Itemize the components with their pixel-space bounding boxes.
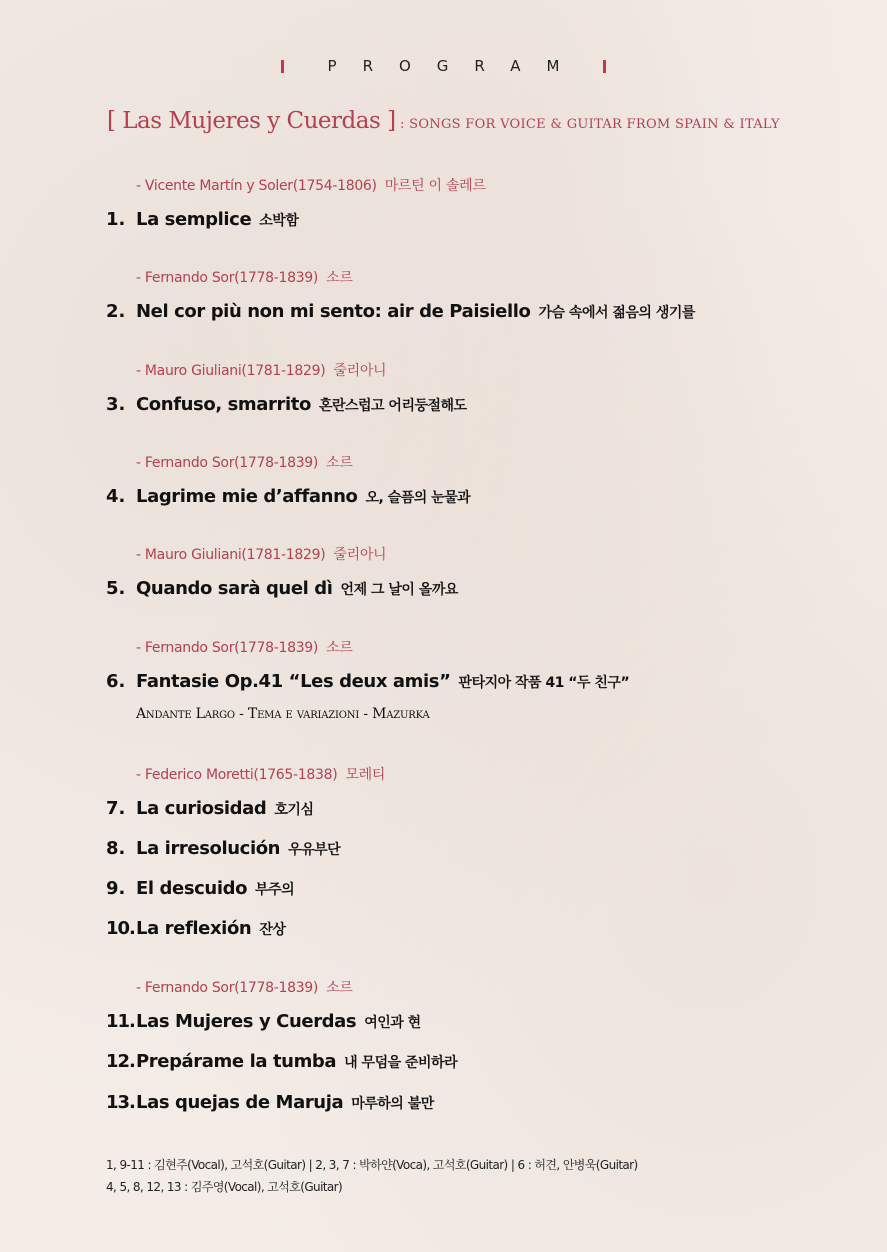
composer-korean: 모레티 xyxy=(345,767,386,783)
item-number: 10. xyxy=(106,918,135,939)
item-title: Las quejas de Maruja xyxy=(136,1092,344,1113)
concert-title: [ Las Mujeres y Cuerdas ] xyxy=(107,108,396,134)
item-number: 2. xyxy=(106,301,126,322)
item-korean-title: 우유부단 xyxy=(288,842,341,858)
item-number: 4. xyxy=(106,486,126,507)
item-title: Las Mujeres y Cuerdas xyxy=(136,1011,357,1032)
movements-list: Andante Largo - Tema e variazioni - Mazurka xyxy=(136,706,430,722)
composer-korean: 줄리아니 xyxy=(333,547,387,563)
item-title: Nel cor più non mi sento: air de Paisiello xyxy=(136,301,531,322)
composer-korean: 줄리아니 xyxy=(333,363,387,379)
item-title: Confuso, smarrito xyxy=(136,394,311,415)
program-header xyxy=(0,57,887,75)
composer-line xyxy=(136,360,386,380)
program-item xyxy=(106,878,294,899)
item-title: Fantasie Op.41 “Les deux amis” xyxy=(136,671,451,692)
concert-description: : SONGS FOR VOICE & GUITAR FROM SPAIN & ITALY xyxy=(395,117,780,132)
composer-name: - Fernando Sor(1778-1839) xyxy=(136,980,319,996)
item-number: 1. xyxy=(106,209,126,230)
performer-credits-line-2: 4, 5, 8, 12, 13 : 김주영(Vocal), 고석호(Guitar) xyxy=(106,1180,343,1194)
composer-korean: 소르 xyxy=(326,640,353,656)
item-title: Lagrime mie d’affanno xyxy=(136,486,358,507)
composer-line xyxy=(136,544,386,564)
composer-line xyxy=(136,764,385,784)
program-item xyxy=(106,394,467,415)
composer-name: - Fernando Sor(1778-1839) xyxy=(136,455,319,471)
program-item xyxy=(106,578,458,599)
item-number: 11. xyxy=(106,1011,135,1032)
program-item xyxy=(106,1011,421,1032)
item-korean-title: 마루하의 불만 xyxy=(351,1096,434,1112)
composer-name: - Fernando Sor(1778-1839) xyxy=(136,270,319,286)
item-korean-title: 내 무덤을 준비하라 xyxy=(344,1055,458,1071)
item-korean-title: 오, 슬픔의 눈물과 xyxy=(365,490,471,506)
program-item xyxy=(106,798,313,819)
item-number: 13. xyxy=(106,1092,135,1113)
item-korean-title: 호기심 xyxy=(274,802,314,818)
program-item xyxy=(106,1092,434,1113)
composer-line xyxy=(136,267,353,287)
item-number: 5. xyxy=(106,578,126,599)
item-number: 6. xyxy=(106,671,126,692)
performer-credits-line-1: 1, 9-11 : 김현주(Vocal), 고석호(Guitar) | 2, 3, 7 : 박하얀(Voca), 고석호(Guitar) | 6 : 허견, 안병욱(Guitar) xyxy=(106,1158,638,1172)
item-korean-title: 여인과 현 xyxy=(364,1015,421,1031)
item-korean-title: 부주의 xyxy=(255,882,295,898)
item-number: 9. xyxy=(106,878,126,899)
item-korean-title: 가슴 속에서 젊음의 생기를 xyxy=(538,305,695,321)
composer-korean: 소르 xyxy=(326,980,353,996)
composer-name: - Mauro Giuliani(1781-1829) xyxy=(136,547,326,563)
program-item xyxy=(106,671,629,692)
composer-korean: 마르틴 이 솔레르 xyxy=(384,178,486,194)
program-heading: PROGRAM xyxy=(327,57,586,75)
item-title: La irresolución xyxy=(136,838,281,859)
item-number: 3. xyxy=(106,394,126,415)
composer-korean: 소르 xyxy=(326,270,353,286)
composer-korean: 소르 xyxy=(326,455,353,471)
item-title: Quando sarà quel dì xyxy=(136,578,333,599)
composer-name: - Mauro Giuliani(1781-1829) xyxy=(136,363,326,379)
program-item xyxy=(106,918,285,939)
composer-name: - Vicente Martín y Soler(1754-1806) xyxy=(136,178,377,194)
composer-line xyxy=(136,637,353,657)
composer-name: - Fernando Sor(1778-1839) xyxy=(136,640,319,656)
item-title: La semplice xyxy=(136,209,252,230)
composer-line xyxy=(136,175,486,195)
composer-name: - Federico Moretti(1765-1838) xyxy=(136,767,338,783)
item-title: La reflexión xyxy=(136,918,252,939)
item-number: 7. xyxy=(106,798,126,819)
right-accent-mark xyxy=(603,60,606,73)
item-korean-title: 소박함 xyxy=(259,213,299,229)
program-item xyxy=(106,1051,457,1072)
item-title: La curiosidad xyxy=(136,798,267,819)
item-korean-title: 혼란스럽고 어리둥절해도 xyxy=(318,398,467,414)
program-item xyxy=(106,838,340,859)
program-item xyxy=(106,301,695,322)
item-korean-title: 판타지아 작품 41 “두 친구” xyxy=(458,675,630,691)
item-title: El descuido xyxy=(136,878,248,899)
item-number: 8. xyxy=(106,838,126,859)
item-korean-title: 언제 그 날이 올까요 xyxy=(340,582,458,598)
composer-line xyxy=(136,977,353,997)
left-accent-mark xyxy=(281,60,284,73)
composer-line xyxy=(136,452,353,472)
item-number: 12. xyxy=(106,1051,135,1072)
concert-subtitle xyxy=(107,108,867,134)
program-item xyxy=(106,486,470,507)
program-item xyxy=(106,209,298,230)
item-title: Prepárame la tumba xyxy=(136,1051,337,1072)
item-korean-title: 잔상 xyxy=(259,922,286,938)
